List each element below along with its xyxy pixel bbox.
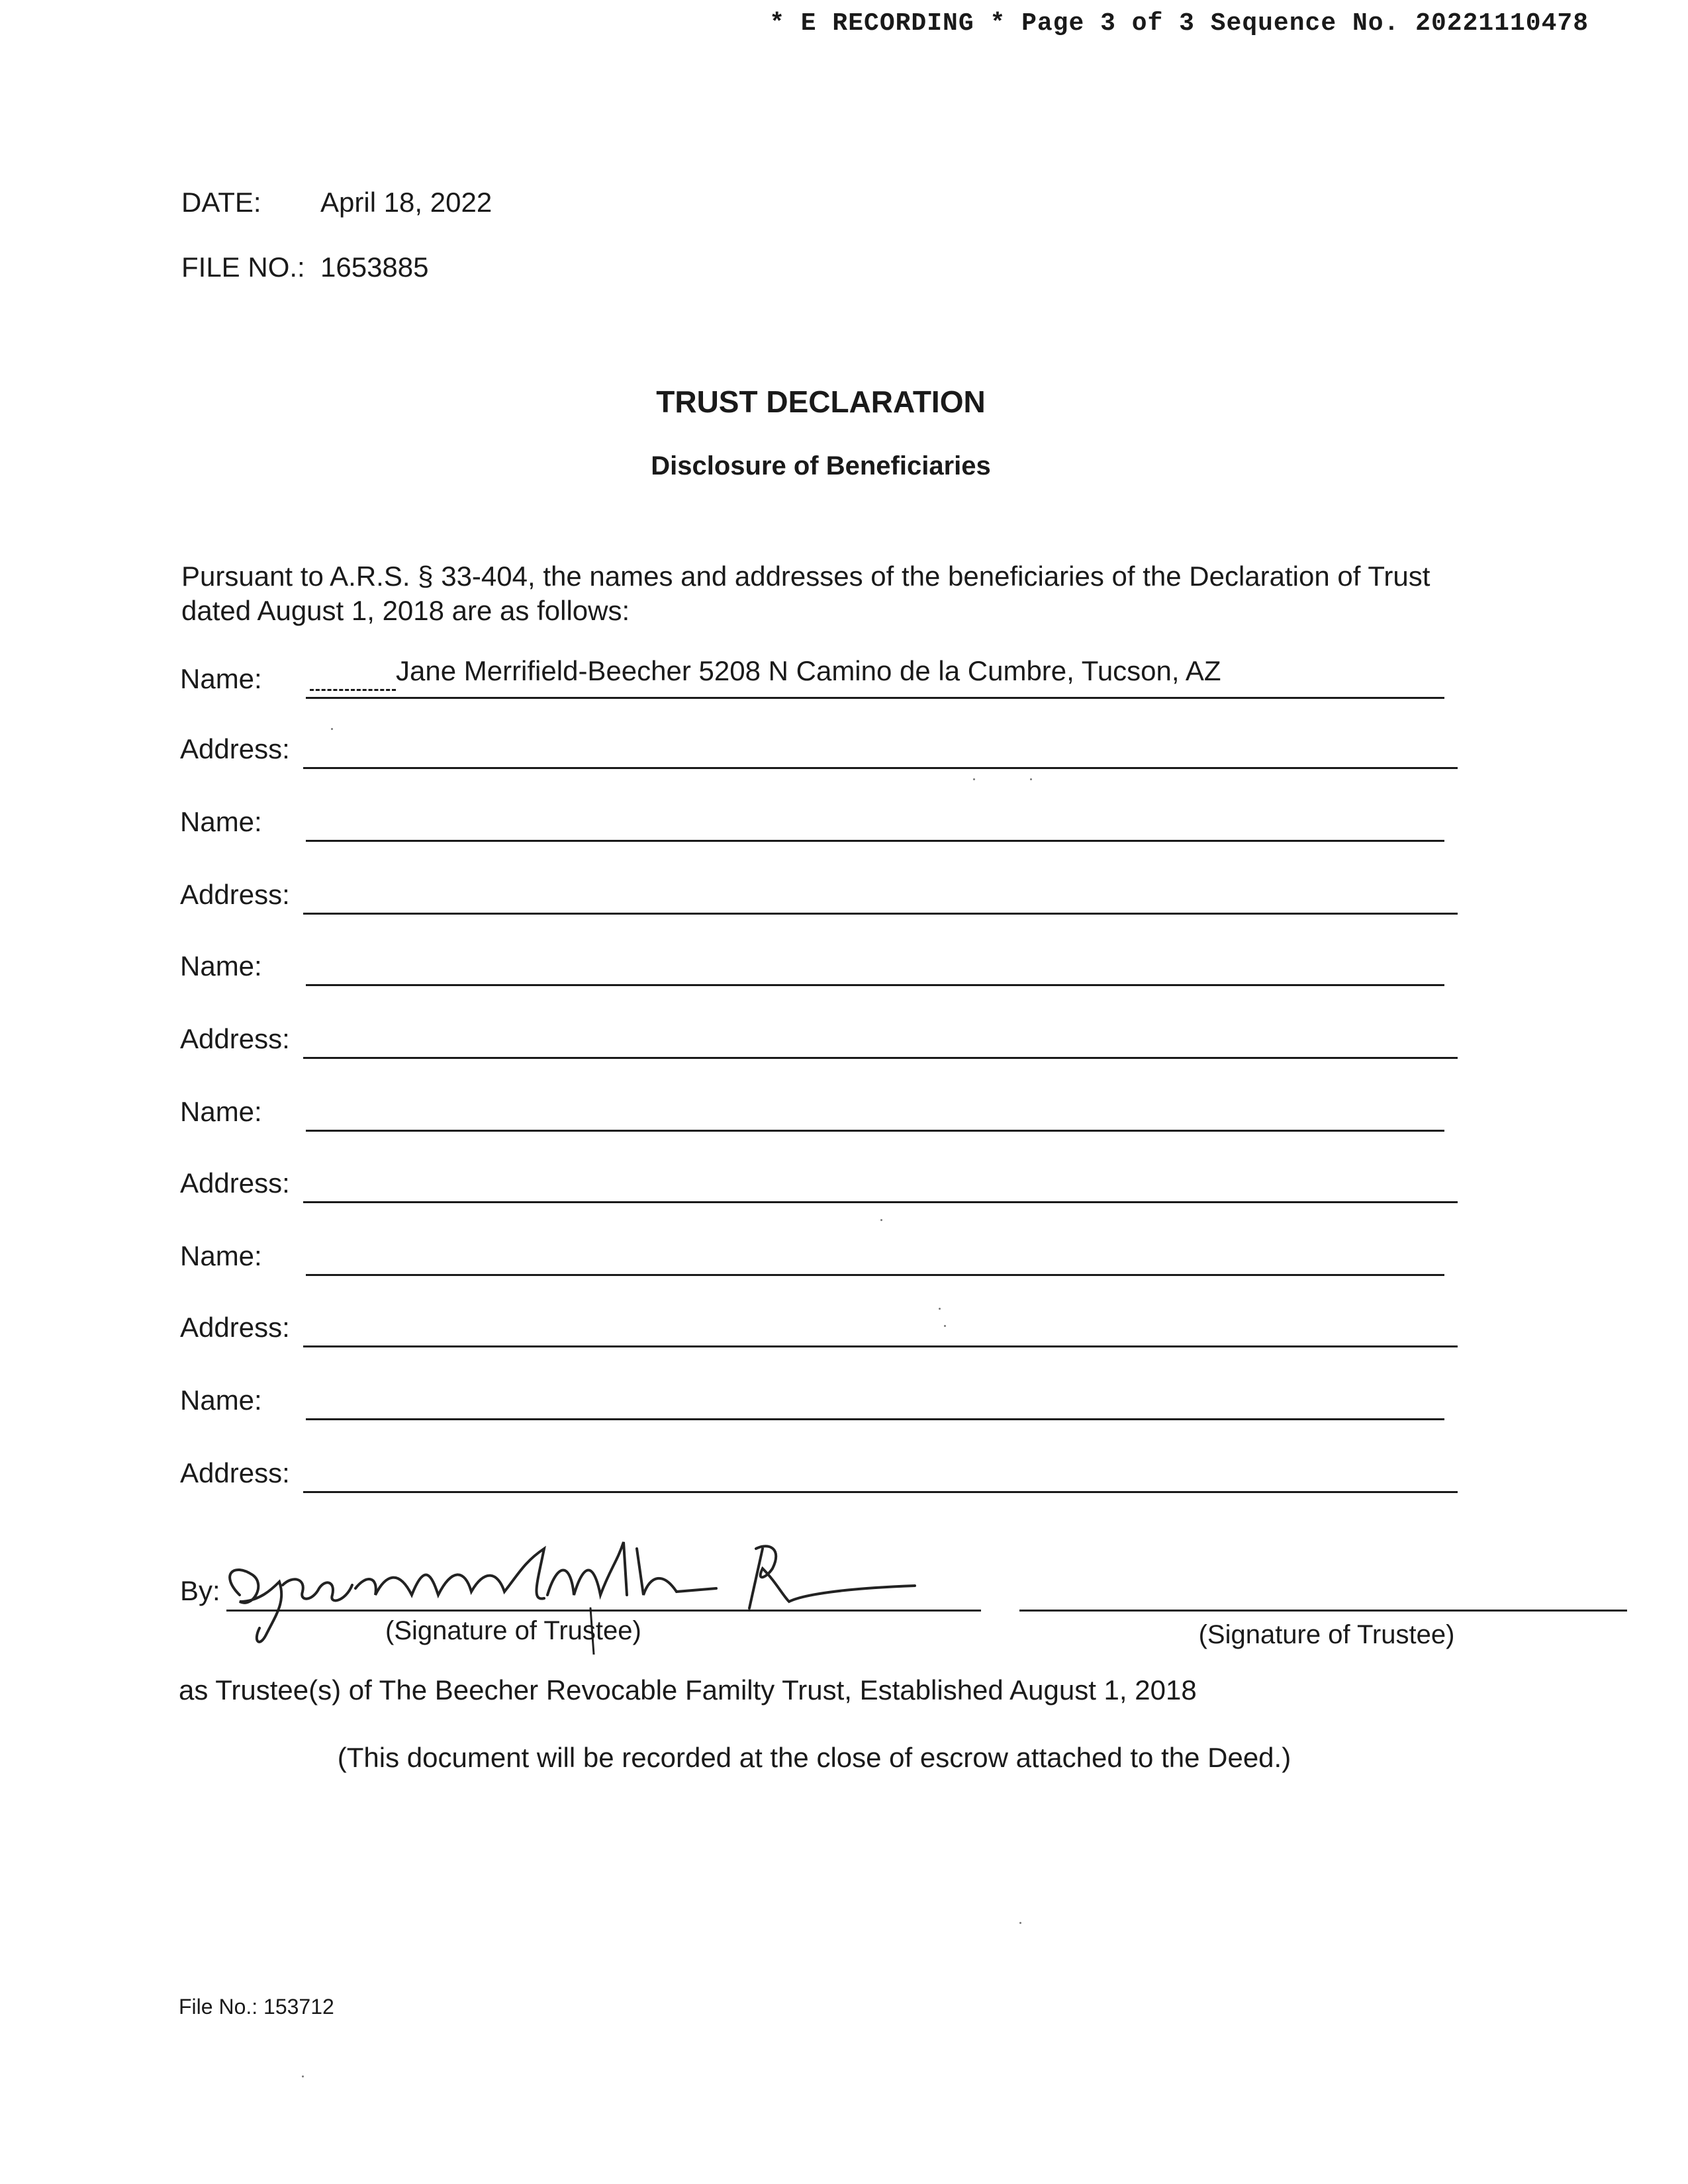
recording-header: * E RECORDING * Page 3 of 3 Sequence No. 20221110478: [769, 9, 1589, 38]
name-underline: [306, 984, 1444, 986]
signature-caption-1: (Signature of Trustee): [385, 1616, 641, 1645]
scan-speck: [1030, 778, 1032, 780]
name-label: Name:: [180, 950, 262, 981]
address-underline: [303, 767, 1458, 769]
beneficiary-name-field: [180, 1236, 1464, 1276]
address-label: Address:: [180, 733, 290, 764]
scan-speck: [302, 2075, 304, 2077]
address-label: Address:: [180, 879, 290, 910]
name-underline: [306, 1274, 1444, 1276]
footer-file-number: File No.: 153712: [179, 1995, 334, 2019]
intro-paragraph: Pursuant to A.R.S. § 33-404, the names and addresses of the beneficiaries of the Declaration of Trust dated August 1, 2018 are as follows:: [181, 561, 1430, 626]
name-label: Name:: [180, 663, 262, 694]
beneficiary-name-value: Jane Merrifield-Beecher 5208 N Camino de la Cumbre, Tucson, AZ: [396, 655, 1221, 686]
address-underline: [303, 1491, 1458, 1493]
dash-mark: [310, 689, 396, 691]
address-label: Address:: [180, 1312, 290, 1343]
beneficiary-address-field: [180, 1453, 1464, 1493]
address-underline: [303, 1201, 1458, 1203]
beneficiary-name-field: [180, 946, 1464, 986]
beneficiary-name-field: [180, 655, 1464, 699]
date-row: [181, 187, 492, 218]
name-underline: [306, 840, 1444, 842]
address-label: Address:: [180, 1167, 290, 1199]
beneficiary-address-field: [180, 1308, 1464, 1347]
name-label: Name:: [180, 1240, 262, 1271]
date-value: April 18, 2022: [320, 187, 492, 218]
document-title: TRUST DECLARATION: [656, 385, 986, 419]
by-label: By:: [180, 1575, 220, 1606]
beneficiary-name-field: [180, 1092, 1464, 1132]
trustee-signature-line-2: [1019, 1610, 1627, 1612]
trustee-signature-line-1: [226, 1610, 981, 1612]
scan-speck: [973, 778, 975, 780]
scan-speck: [939, 1308, 941, 1310]
signature-block: [180, 1535, 1504, 1668]
name-label: Name:: [180, 1096, 262, 1127]
beneficiary-address-field: [180, 729, 1464, 769]
beneficiary-address-field: [180, 1163, 1464, 1203]
date-label: DATE:: [181, 187, 261, 218]
beneficiary-name-field: [180, 1381, 1464, 1420]
name-label: Name:: [180, 806, 262, 837]
signature-caption-2: (Signature of Trustee): [1198, 1620, 1455, 1649]
beneficiary-address-field: [180, 1019, 1464, 1059]
name-underline: [306, 1418, 1444, 1420]
scan-speck: [880, 1219, 882, 1221]
address-underline: [303, 913, 1458, 915]
address-underline: [303, 1345, 1458, 1347]
document-subtitle: Disclosure of Beneficiaries: [651, 451, 991, 480]
escrow-note: (This document will be recorded at the close of escrow attached to the Deed.): [337, 1742, 1291, 1773]
file-number-label: FILE NO.:: [181, 251, 305, 283]
scan-speck: [944, 1325, 946, 1327]
name-underline: [306, 1130, 1444, 1132]
beneficiary-name-field: [180, 802, 1464, 842]
address-label: Address:: [180, 1457, 290, 1488]
beneficiary-address-field: [180, 875, 1464, 915]
name-label: Name:: [180, 1385, 262, 1416]
file-number-value: 1653885: [320, 251, 429, 283]
address-label: Address:: [180, 1023, 290, 1054]
scan-speck: [331, 728, 333, 730]
name-underline: [306, 697, 1444, 699]
address-underline: [303, 1057, 1458, 1059]
scan-speck: [1019, 1922, 1021, 1924]
file-number-row: [181, 251, 429, 283]
trustee-statement: as Trustee(s) of The Beecher Revocable Familty Trust, Established August 1, 2018: [179, 1674, 1197, 1706]
